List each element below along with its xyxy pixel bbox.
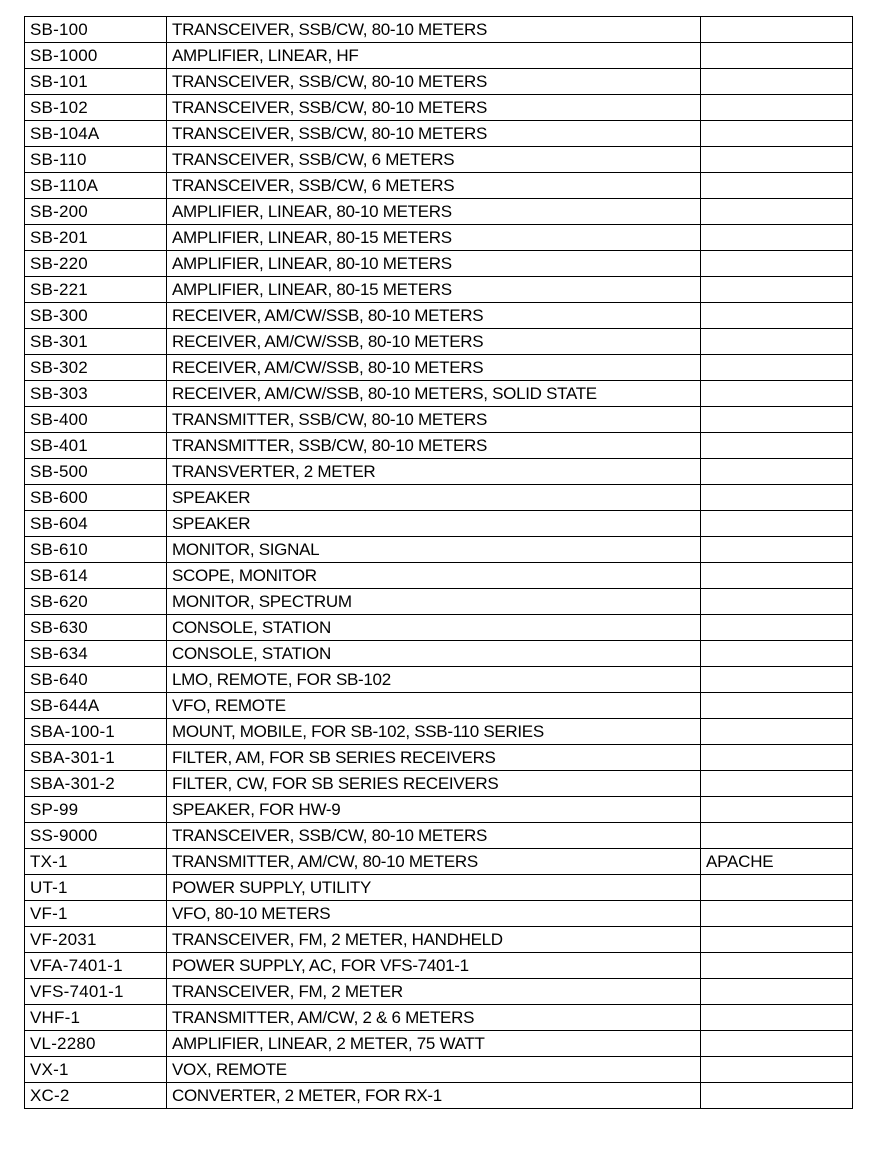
note-cell — [701, 667, 853, 693]
note-cell — [701, 95, 853, 121]
note-cell — [701, 563, 853, 589]
description-cell: POWER SUPPLY, UTILITY — [167, 875, 701, 901]
model-number-cell: SB-102 — [25, 95, 167, 121]
note-cell — [701, 277, 853, 303]
table-row — [25, 329, 853, 355]
table-row — [25, 849, 853, 875]
table-row — [25, 69, 853, 95]
model-number-cell: SB-644A — [25, 693, 167, 719]
note-cell — [701, 745, 853, 771]
description-cell: TRANSCEIVER, SSB/CW, 80-10 METERS — [167, 121, 701, 147]
description-cell: MONITOR, SPECTRUM — [167, 589, 701, 615]
table-row — [25, 745, 853, 771]
table-row — [25, 979, 853, 1005]
model-number-cell: SB-104A — [25, 121, 167, 147]
description-cell: FILTER, AM, FOR SB SERIES RECEIVERS — [167, 745, 701, 771]
table-row — [25, 771, 853, 797]
model-number-cell: SB-600 — [25, 485, 167, 511]
description-cell: AMPLIFIER, LINEAR, 80-10 METERS — [167, 199, 701, 225]
table-row — [25, 433, 853, 459]
description-cell: LMO, REMOTE, FOR SB-102 — [167, 667, 701, 693]
model-number-cell: SB-634 — [25, 641, 167, 667]
note-cell — [701, 303, 853, 329]
description-cell: TRANSCEIVER, SSB/CW, 6 METERS — [167, 147, 701, 173]
note-cell — [701, 901, 853, 927]
note-cell — [701, 147, 853, 173]
model-number-cell: VL-2280 — [25, 1031, 167, 1057]
description-cell: SPEAKER, FOR HW-9 — [167, 797, 701, 823]
table-row — [25, 823, 853, 849]
description-cell: AMPLIFIER, LINEAR, 80-15 METERS — [167, 225, 701, 251]
model-number-cell: SB-201 — [25, 225, 167, 251]
model-number-cell: SP-99 — [25, 797, 167, 823]
model-number-cell: SB-110 — [25, 147, 167, 173]
note-cell — [701, 329, 853, 355]
table-row — [25, 485, 853, 511]
note-cell — [701, 1083, 853, 1109]
table-row — [25, 589, 853, 615]
note-cell — [701, 823, 853, 849]
table-row — [25, 641, 853, 667]
note-cell — [701, 251, 853, 277]
model-number-cell: SB-110A — [25, 173, 167, 199]
model-number-cell: SB-303 — [25, 381, 167, 407]
description-cell: VOX, REMOTE — [167, 1057, 701, 1083]
model-number-cell: SB-500 — [25, 459, 167, 485]
model-number-cell: SB-610 — [25, 537, 167, 563]
model-number-cell: VHF-1 — [25, 1005, 167, 1031]
model-number-cell: SB-630 — [25, 615, 167, 641]
model-number-cell: VF-2031 — [25, 927, 167, 953]
table-row — [25, 121, 853, 147]
note-cell — [701, 43, 853, 69]
table-row — [25, 199, 853, 225]
model-number-cell: SBA-100-1 — [25, 719, 167, 745]
model-number-cell: SB-614 — [25, 563, 167, 589]
note-cell — [701, 875, 853, 901]
table-row — [25, 693, 853, 719]
table-row — [25, 953, 853, 979]
model-number-cell: SB-220 — [25, 251, 167, 277]
table-row — [25, 225, 853, 251]
note-cell — [701, 589, 853, 615]
note-cell — [701, 797, 853, 823]
model-number-cell: XC-2 — [25, 1083, 167, 1109]
note-cell — [701, 173, 853, 199]
note-cell — [701, 199, 853, 225]
table-row — [25, 459, 853, 485]
table-row — [25, 1031, 853, 1057]
model-catalog-table — [24, 16, 853, 1109]
note-cell — [701, 1057, 853, 1083]
table-row — [25, 615, 853, 641]
description-cell: TRANSVERTER, 2 METER — [167, 459, 701, 485]
description-cell: CONVERTER, 2 METER, FOR RX-1 — [167, 1083, 701, 1109]
description-cell: VFO, 80-10 METERS — [167, 901, 701, 927]
table-row — [25, 1083, 853, 1109]
description-cell: CONSOLE, STATION — [167, 641, 701, 667]
model-number-cell: SBA-301-2 — [25, 771, 167, 797]
model-number-cell: SB-620 — [25, 589, 167, 615]
model-number-cell: SB-100 — [25, 17, 167, 43]
table-row — [25, 537, 853, 563]
model-number-cell: SB-301 — [25, 329, 167, 355]
table-row — [25, 927, 853, 953]
description-cell: AMPLIFIER, LINEAR, 2 METER, 75 WATT — [167, 1031, 701, 1057]
note-cell — [701, 979, 853, 1005]
catalog-sheet — [24, 16, 852, 1109]
table-row — [25, 563, 853, 589]
table-row — [25, 43, 853, 69]
table-row — [25, 719, 853, 745]
table-row — [25, 303, 853, 329]
description-cell: TRANSCEIVER, SSB/CW, 80-10 METERS — [167, 95, 701, 121]
description-cell: TRANSCEIVER, SSB/CW, 80-10 METERS — [167, 69, 701, 95]
table-row — [25, 667, 853, 693]
description-cell: TRANSCEIVER, FM, 2 METER — [167, 979, 701, 1005]
table-row — [25, 355, 853, 381]
description-cell: SCOPE, MONITOR — [167, 563, 701, 589]
description-cell: TRANSCEIVER, SSB/CW, 6 METERS — [167, 173, 701, 199]
description-cell: CONSOLE, STATION — [167, 615, 701, 641]
note-cell — [701, 511, 853, 537]
description-cell: FILTER, CW, FOR SB SERIES RECEIVERS — [167, 771, 701, 797]
note-cell — [701, 433, 853, 459]
table-row — [25, 381, 853, 407]
table-row — [25, 17, 853, 43]
note-cell — [701, 69, 853, 95]
note-cell — [701, 719, 853, 745]
description-cell: TRANSMITTER, SSB/CW, 80-10 METERS — [167, 433, 701, 459]
table-row — [25, 407, 853, 433]
table-row — [25, 277, 853, 303]
note-cell — [701, 771, 853, 797]
table-row — [25, 1057, 853, 1083]
model-number-cell: UT-1 — [25, 875, 167, 901]
model-number-cell: SB-200 — [25, 199, 167, 225]
model-number-cell: SB-302 — [25, 355, 167, 381]
description-cell: TRANSCEIVER, SSB/CW, 80-10 METERS — [167, 823, 701, 849]
model-number-cell: SBA-301-1 — [25, 745, 167, 771]
note-cell — [701, 1005, 853, 1031]
note-cell — [701, 485, 853, 511]
description-cell: TRANSMITTER, AM/CW, 80-10 METERS — [167, 849, 701, 875]
table-row — [25, 251, 853, 277]
note-cell — [701, 927, 853, 953]
description-cell: TRANSCEIVER, FM, 2 METER, HANDHELD — [167, 927, 701, 953]
description-cell: MONITOR, SIGNAL — [167, 537, 701, 563]
note-cell — [701, 641, 853, 667]
model-number-cell: VF-1 — [25, 901, 167, 927]
table-row — [25, 875, 853, 901]
note-cell — [701, 459, 853, 485]
table-row — [25, 511, 853, 537]
description-cell: SPEAKER — [167, 485, 701, 511]
note-cell — [701, 121, 853, 147]
description-cell: TRANSMITTER, AM/CW, 2 & 6 METERS — [167, 1005, 701, 1031]
note-cell — [701, 693, 853, 719]
description-cell: VFO, REMOTE — [167, 693, 701, 719]
model-number-cell: SB-1000 — [25, 43, 167, 69]
note-cell — [701, 615, 853, 641]
description-cell: AMPLIFIER, LINEAR, 80-15 METERS — [167, 277, 701, 303]
note-cell — [701, 407, 853, 433]
model-number-cell: SB-401 — [25, 433, 167, 459]
note-cell — [701, 17, 853, 43]
model-number-cell: VX-1 — [25, 1057, 167, 1083]
model-number-cell: VFS-7401-1 — [25, 979, 167, 1005]
description-cell: TRANSCEIVER, SSB/CW, 80-10 METERS — [167, 17, 701, 43]
table-row — [25, 901, 853, 927]
note-cell — [701, 953, 853, 979]
table-row — [25, 147, 853, 173]
model-number-cell: VFA-7401-1 — [25, 953, 167, 979]
table-row — [25, 1005, 853, 1031]
table-row — [25, 797, 853, 823]
description-cell: RECEIVER, AM/CW/SSB, 80-10 METERS — [167, 303, 701, 329]
note-cell — [701, 355, 853, 381]
table-row — [25, 173, 853, 199]
model-number-cell: SB-604 — [25, 511, 167, 537]
model-number-cell: SB-640 — [25, 667, 167, 693]
note-cell — [701, 537, 853, 563]
description-cell: RECEIVER, AM/CW/SSB, 80-10 METERS — [167, 355, 701, 381]
description-cell: RECEIVER, AM/CW/SSB, 80-10 METERS — [167, 329, 701, 355]
table-row — [25, 95, 853, 121]
catalog-body — [25, 17, 853, 1109]
description-cell: POWER SUPPLY, AC, FOR VFS-7401-1 — [167, 953, 701, 979]
model-number-cell: TX-1 — [25, 849, 167, 875]
model-number-cell: SS-9000 — [25, 823, 167, 849]
note-cell — [701, 225, 853, 251]
note-cell — [701, 381, 853, 407]
model-number-cell: SB-400 — [25, 407, 167, 433]
description-cell: AMPLIFIER, LINEAR, 80-10 METERS — [167, 251, 701, 277]
description-cell: SPEAKER — [167, 511, 701, 537]
model-number-cell: SB-221 — [25, 277, 167, 303]
model-number-cell: SB-300 — [25, 303, 167, 329]
note-cell: APACHE — [701, 849, 853, 875]
description-cell: TRANSMITTER, SSB/CW, 80-10 METERS — [167, 407, 701, 433]
description-cell: AMPLIFIER, LINEAR, HF — [167, 43, 701, 69]
description-cell: MOUNT, MOBILE, FOR SB-102, SSB-110 SERIES — [167, 719, 701, 745]
model-number-cell: SB-101 — [25, 69, 167, 95]
description-cell: RECEIVER, AM/CW/SSB, 80-10 METERS, SOLID STATE — [167, 381, 701, 407]
note-cell — [701, 1031, 853, 1057]
